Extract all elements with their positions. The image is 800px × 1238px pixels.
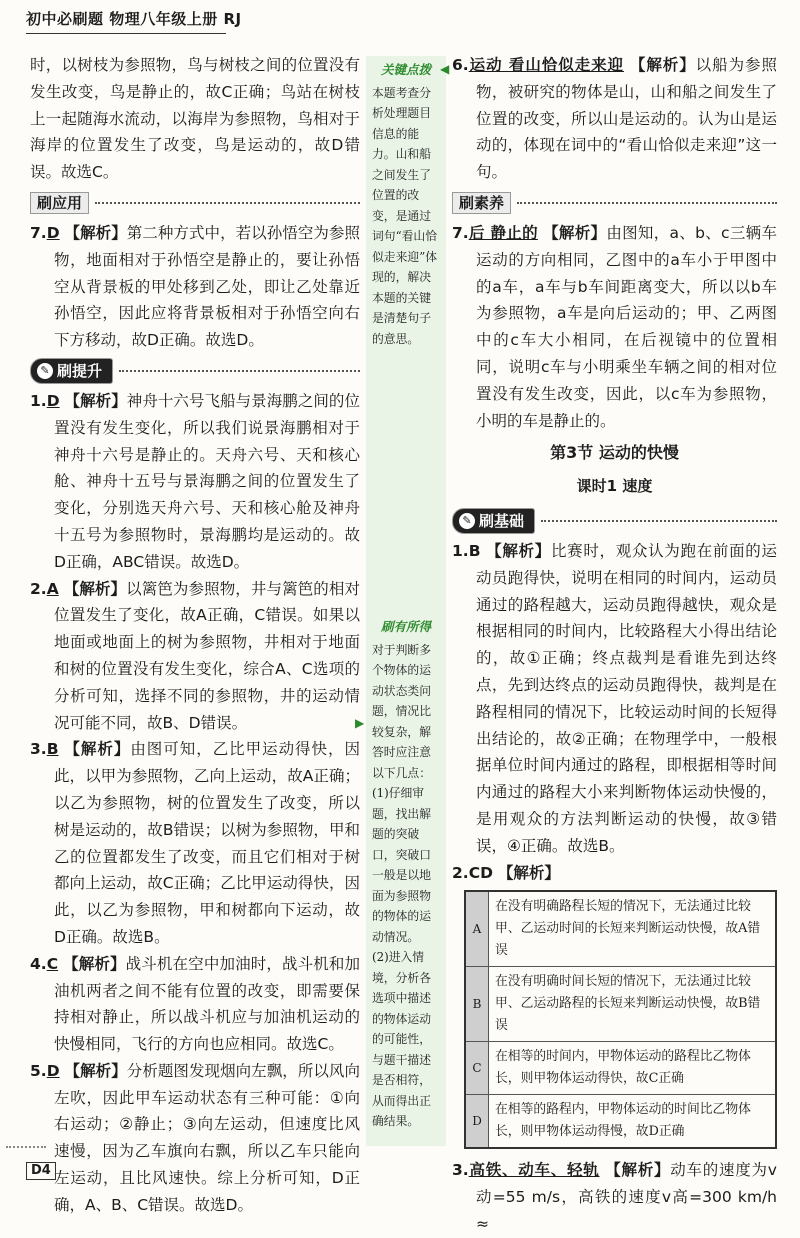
tip-key-points-text: 本题考查分析处理题目信息的能力。山和船之间发生了位置的改变，是通过词句“看山恰似走来迎”体现的，解决本题的关键是清楚句子的意思。: [372, 85, 438, 346]
question-5-left: 5.D 【解析】分析题图发现烟向左飘，所以风向左吹，因此甲车运动状态有三种可能：①向右运动；②静止；③向左运动，但速度比风速慢，因为乙车旗向右飘，所以乙车只能向左运动，且比风速快。综上分析可知，D正确，A、B、C错误。故选D。: [30, 1061, 360, 1214]
basic-question-3: 3.高铁、动车、轻轨 【解析】动车的速度为v动=55 m/s，高铁的速度v高=300 km/h ≈: [452, 1161, 777, 1233]
answer: B: [46, 740, 59, 759]
option-key: A: [466, 892, 489, 966]
footer-dotted-rule: [6, 1146, 46, 1148]
section-literacy-label: 刷素养: [452, 192, 511, 214]
dotted-rule: [95, 202, 360, 204]
lesson-title: 课时1 速度: [576, 477, 653, 496]
question-2-left: 2.A 【解析】以篱笆为参照物，井与篱笆的相对位置发生了变化，故A正确，C错误。如果以地面或地面上的树为参照物，井相对于地面和树的位置没有发生变化，综合A、C选项的分析可知，选择不同的参照物，井的运动情况可能不同，故B、D错误。: [30, 579, 360, 732]
table-row: [466, 1041, 775, 1094]
option-text: 在相等的时间内，甲物体运动的路程比乙物体长，则甲物体运动得快，故C正确: [495, 1049, 751, 1087]
option-text: 在没有明确时间长短的情况下，无法通过比较甲、乙运动路程的长短来判断运动快慢，故B错误: [495, 974, 761, 1034]
sidebar-notes: [366, 56, 446, 1146]
answer: 后 静止的: [468, 223, 538, 242]
page-number: D4: [26, 1162, 56, 1180]
dotted-rule: [517, 202, 777, 204]
option-text: 在没有明确路程长短的情况下，无法通过比较甲、乙运动时间的长短来判断运动快慢，故A错误: [495, 899, 761, 959]
answer: D: [46, 391, 60, 410]
table-row: [466, 892, 775, 966]
option-key: B: [466, 967, 489, 1041]
option-key: C: [466, 1042, 489, 1094]
table-row: [466, 966, 775, 1041]
section-apply-header: [30, 188, 360, 218]
section-improve-label: ✎ 刷提升: [30, 358, 113, 384]
tip-takeaways-p3: (2)进入情境，分析各选项中描述的物体运动的可能性，与题干描述是否相符，从而得出正确结果。: [372, 950, 431, 1128]
tip-key-points: [366, 56, 446, 353]
analysis-label: 【解析】: [64, 223, 127, 242]
basic-question-1: 1.B 【解析】比赛时，观众认为跑在前面的运动员跑得快，说明在相同的时间内，运动员通过的路程越大，运动员跑得越快，观众是根据相同的时间内，比较路程大小得出结论的，故①正确；终点裁判是看谁先到达终点，先到达终点的运动员跑得快，裁判是在路程相同的情况下，比较运动时间的长短得出结论的，故②正确；在物理学中，一般根据单位时间内通过的路程，即根据相等时间内通过的路程大小来判断物体运动快慢的，是用观众的方法判断运动的快慢，故③错误，④正确。故选B。: [452, 541, 777, 855]
tip-takeaways: [366, 613, 446, 1136]
answer: 运动 看山恰似走来迎: [468, 56, 624, 74]
header-rule: [26, 33, 226, 34]
option-text: 在相等的路程内，甲物体运动的时间比乙物体长，则甲物体运动得慢，故D正确: [495, 1102, 751, 1140]
header-title: 初中必刷题 物理八年级上册 RJ: [26, 10, 242, 28]
section-basic-label: ✎ 刷基础: [452, 508, 535, 534]
answer: CD: [468, 863, 493, 882]
question-6-right: 6.运动 看山恰似走来迎 【解析】以船为参照物，被研究的物体是山，山和船之间发生了位置的改变，所以山是运动的。认为山是运动的，体现在词中的“看山恰似走来迎”这一句。: [452, 56, 777, 182]
section-improve-header: [30, 356, 360, 386]
pen-icon: ✎: [459, 513, 475, 529]
options-analysis-table: [464, 890, 777, 1149]
section-title: 第3节 运动的快慢: [550, 443, 679, 463]
arrow-left-icon: ▶: [355, 716, 365, 730]
option-key: D: [466, 1095, 489, 1147]
dotted-rule: [541, 520, 777, 522]
answer: D: [46, 223, 60, 242]
question-7-left: 7.D 【解析】第二种方式中，若以孙悟空为参照物，地面相对于孙悟空是静止的，要让孙悟空从背景板的甲处移到乙处，即让乙处靠近孙悟空，因此应将背景板相对于孙悟空向右下方移动，故D正确。故选D。: [30, 223, 360, 350]
basic-question-2: 2.CD 【解析】: [452, 863, 560, 882]
intro-paragraph: 时，以树枝为参照物，鸟与树枝之间的位置没有发生改变，鸟是静止的，故C正确；鸟站在树枝上一起随海水流动，以海岸为参照物，鸟相对于海岸的位置发生了改变，鸟是运动的，故D错误。故选C。: [30, 56, 360, 182]
answer: B: [468, 541, 481, 560]
question-7-right: 7.后 静止的 【解析】由图知，a、b、c三辆车运动的方向相同，乙图中的a车小于甲图中的a车，a车与b车间距离变大，所以以b车为参照物，a车是向后运动的；甲、乙两图中的c车大小相同，在后视镜中的位置相同，说明c车与小明乘坐车辆之间的相对位置没有发生改变，因此，以c车为参照物，小明的车是静止的。: [452, 223, 777, 430]
tip-takeaways-p1: 对于判断多个物体的运动状态类问题，情况比较复杂，解答时应注意以下几点：: [372, 642, 431, 780]
answer: C: [46, 954, 59, 973]
analysis-text: 第二种方式中，若以孙悟空为参照物，地面相对于孙悟空是静止的，要让孙悟空从背景板的甲处移到乙处，即让乙处靠近孙悟空，因此应将背景板相对于孙悟空向右下方移动，故D正确。故选D。: [54, 223, 360, 350]
right-column: [452, 52, 777, 1238]
section-basic-header: [452, 506, 777, 536]
dotted-rule: [119, 370, 360, 372]
question-4-left: 4.C 【解析】战斗机在空中加油时，战斗机和加油机两者之间不能有位置的改变，即需要保持相对静止，所以战斗机应与加油机运动的快慢相同，飞行的方向也应相同。故选C。: [30, 954, 360, 1054]
section-apply-label: 刷应用: [30, 192, 89, 214]
arrow-right-icon: ◀: [440, 62, 450, 76]
page-header: [26, 6, 586, 32]
answer: 高铁、动车、轻轨: [468, 1161, 600, 1180]
section-literacy-header: [452, 188, 777, 218]
question-1-left: 1.D 【解析】神舟十六号飞船与景海鹏之间的位置没有发生变化，所以我们说景海鹏相对于神舟十六号是静止的。天舟六号、天和核心舱、神舟十五号与景海鹏之间的位置发生了变化，分别选天舟六号、天和核心舱及神舟十五号为参照物时，景海鹏均是运动的。故D正确，ABC错误。故选D。: [30, 391, 360, 571]
question-3-left: 3.B 【解析】由图可知，乙比甲运动得快，因此，以甲为参照物，乙向上运动，故A正确；以乙为参照物，树的位置发生了改变，所以树是运动的，故B错误；以树为参照物，甲和乙的位置都发生了改变，而且它们相对于树都向上运动，故C正确；乙比甲运动得快，因此，以乙为参照物，甲和树都向下运动，故D正确。故选B。: [30, 740, 360, 946]
tip-takeaways-title: 刷有所得: [380, 619, 431, 634]
answer: A: [46, 579, 59, 598]
tip-key-points-title: 关键点拨: [380, 62, 431, 77]
table-row: [466, 1094, 775, 1147]
answer: D: [46, 1061, 60, 1080]
pen-icon: ✎: [37, 363, 53, 379]
left-column: [30, 52, 360, 1219]
tip-takeaways-p2: (1)仔细审题，找出解题的突破口，突破口一般是以地面为参照物的物体的运动情况。: [372, 786, 431, 944]
